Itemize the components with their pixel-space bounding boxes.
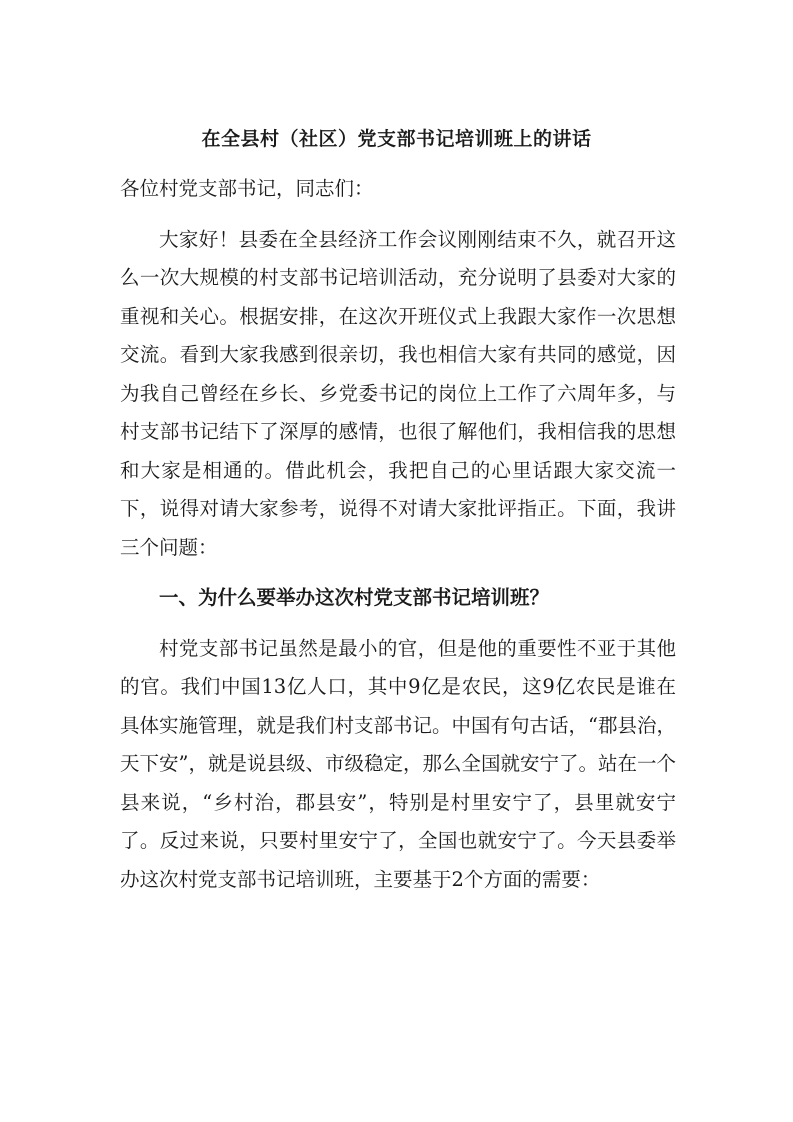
section-heading-1: 一、为什么要举办这次村党支部书记培训班？ <box>159 586 550 609</box>
document-title: 在全县村（社区）党支部书记培训班上的讲话 <box>201 128 592 150</box>
salutation: 各位村党支部书记，同志们： <box>120 177 374 200</box>
document-body <box>120 170 676 899</box>
paragraph-section-1: 村党支部书记虽然是最小的官，但是他的重要性不亚于其他的官。我们中国13亿人口，其中9亿是农民，这9亿农民是谁在具体实施管理，就是我们村支部书记。中国有句古话，“郡县治，天下安”，就是说县级、市级稳定，那么全国就安宁了。站在一个县来说，“乡村治，郡县安”，特别是村里安宁了，县里就安宁了。反过来说，只要村里安宁了，全国也就安宁了。今天县委举办这次村党支部书记培训班，主要基于2个方面的需要： <box>120 636 676 891</box>
paragraph-opening: 大家好！县委在全县经济工作会议刚刚结束不久，就召开这么一次大规模的村支部书记培训活动，充分说明了县委对大家的重视和关心。根据安排，在这次开班仪式上我跟大家作一次思想交流。看到大家我感到很亲切，我也相信大家有共同的感觉，因为我自己曾经在乡长、乡党委书记的岗位上工作了六周年多，与村支部书记结下了深厚的感情，也很了解他们，我相信我的思想和大家是相通的。借此机会，我把自己的心里话跟大家交流一下，说得对请大家参考，说得不对请大家批评指正。下面，我讲三个问题： <box>120 227 676 559</box>
